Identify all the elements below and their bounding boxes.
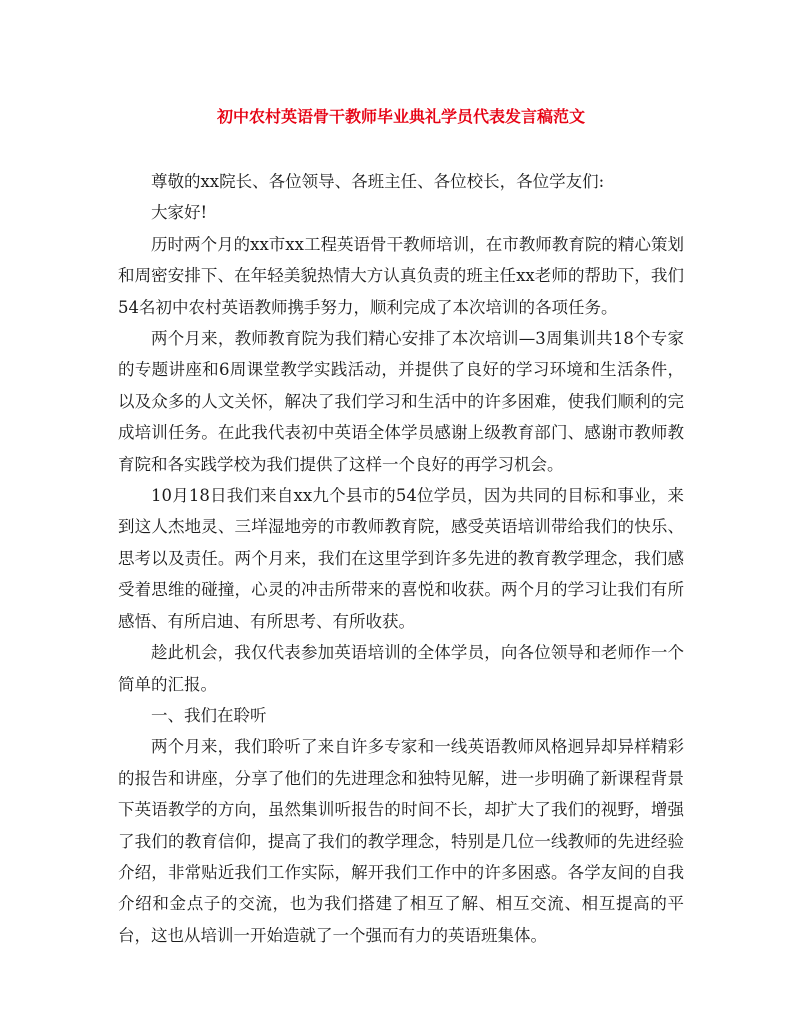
document-body <box>118 166 684 951</box>
body-paragraph: 两个月来，教师教育院为我们精心安排了本次培训—3周集训共18个专家的专题讲座和6周课堂教学实践活动，并提供了良好的学习环境和生活条件，以及众多的人文关怀，解决了我们学习和生活中的许多困难，使我们顺利的完成培训任务。在此我代表初中英语全体学员感谢上级教育部门、感谢市教师教育院和各实践学校为我们提供了这样一个良好的再学习机会。 <box>118 329 684 474</box>
body-paragraph: 两个月来，我们聆听了来自许多专家和一线英语教师风格迥异却异样精彩的报告和讲座，分享了他们的先进理念和独特见解，进一步明确了新课程背景下英语教学的方向，虽然集训听报告的时间不长，却扩大了我们的视野，增强了我们的教育信仰，提高了我们的教学理念，特别是几位一线教师的先进经验介绍，非常贴近我们工作实际，解开我们工作中的许多困惑。各学友间的自我介绍和金点子的交流，也为我们搭建了相互了解、相互交流、相互提高的平台，这也从培训一开始造就了一个强而有力的英语班集体。 <box>118 737 684 945</box>
section-heading: 一、我们在聆听 <box>151 705 267 725</box>
salutation-paragraph: 尊敬的xx院长、各位领导、各班主任、各位校长，各位学友们: <box>151 172 605 191</box>
greeting-paragraph: 大家好! <box>151 203 208 223</box>
document-title: 初中农村英语骨干教师毕业典礼学员代表发言稿范文 <box>216 107 585 126</box>
body-paragraph: 10月18日我们来自xx九个县市的54位学员，因为共同的目标和事业，来到这人杰地灵、三垟湿地旁的市教师教育院，感受英语培训带给我们的快乐、思考以及责任。两个月来，我们在这里学到许多先进的教育教学理念，我们感受着思维的碰撞，心灵的冲击所带来的喜悦和收获。两个月的学习让我们有所感悟、有所启迪、有所思考、有所收获。 <box>118 486 684 631</box>
body-paragraph: 历时两个月的xx市xx工程英语骨干教师培训，在市教师教育院的精心策划和周密安排下、在年轻美貌热情大方认真负责的班主任xx老师的帮助下，我们54名初中农村英语教师携手努力，顺利完成了本次培训的各项任务。 <box>118 234 684 317</box>
body-paragraph: 趁此机会，我仅代表参加英语培训的全体学员，向各位领导和老师作一个简单的汇报。 <box>118 643 684 694</box>
